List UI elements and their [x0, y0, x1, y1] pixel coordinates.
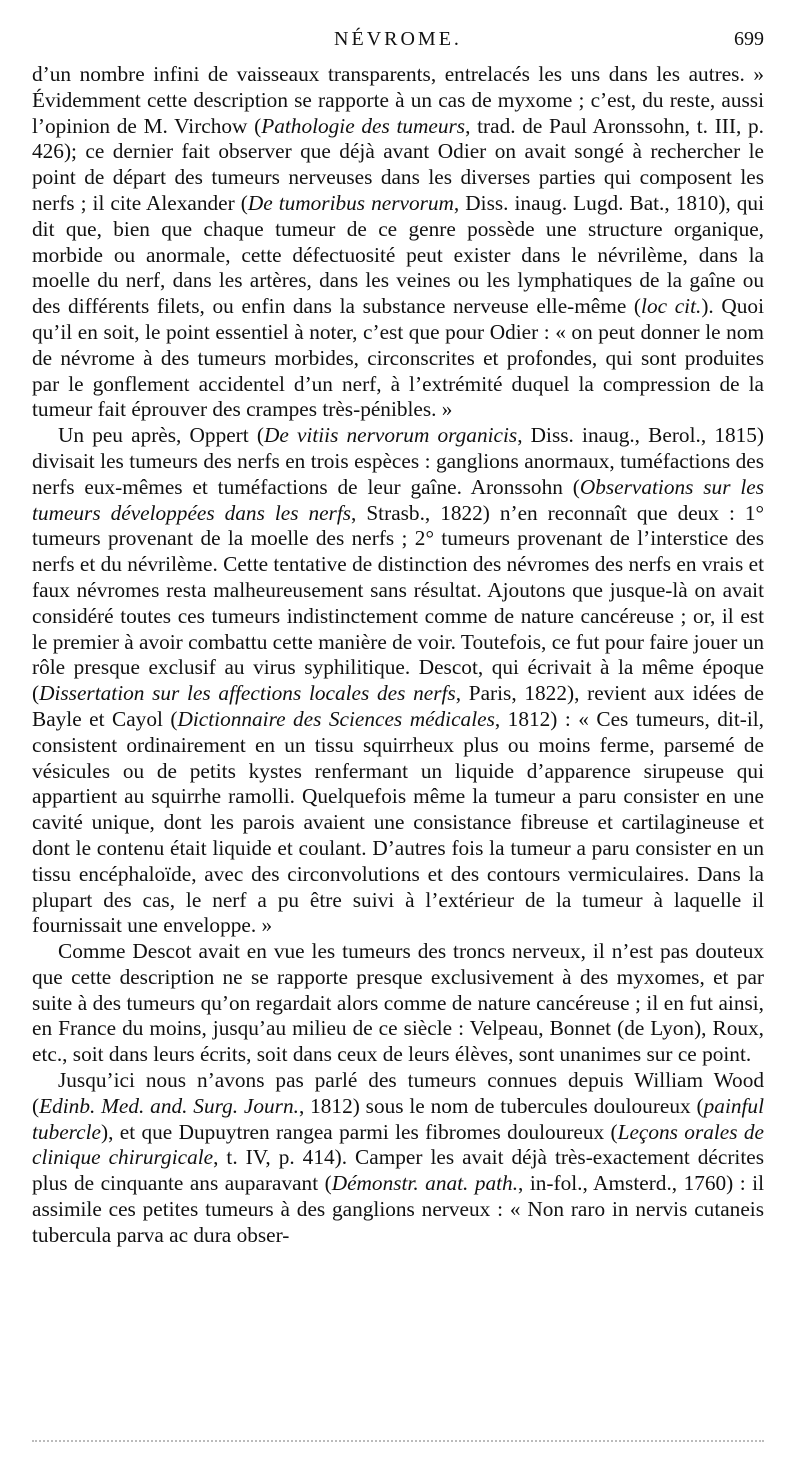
text-run: , 1812) : « Ces tumeurs, dit-il, consistent ordinairement en un tissu squirrheux plus ou moins ferme, parsemé de vésicules ou de petits kystes renfermant un liquide d’apparence sirupeuse qui appartient au squirrhe ramolli. Quelquefois même la tumeur a paru consister en une cavité unique, dont les parois avaient une consistance fibreuse et cartilagineuse et dont le contenu était liquide et coulant. D’autres fois la tumeur a paru consister en un tissu encéphaloïde, avec des circonvolutions et des contours vermiculaires. Dans la plupart des cas, le nerf a pu être suivi à l’extérieur de la tumeur à laquelle il fournissait une enveloppe. » [32, 706, 764, 938]
text-run: Un peu après, Oppert ( [58, 423, 264, 448]
text-run: ). Quoi qu’il en soit, le point essentiel à noter, c’est que pour Odier : « on peut donner le nom de névrome à des tumeurs morbides, circonscrites et profondes, qui sont produites par le gonflement accidentel d’un nerf, à l’extrémité duquel la compression de la tumeur fait éprouver des crampes très-pénibles. » [32, 294, 764, 422]
paragraph [32, 62, 764, 423]
text-run: , Diss. inaug., Berol., 1815) divisait les tumeurs des nerfs en trois espèces : ganglions anormaux, tuméfactions des nerfs eux-mêmes et tuméfactions de leur gaîne. Aronssohn ( [32, 423, 764, 499]
italic-citation: Démonstr. anat. path. [331, 1171, 519, 1196]
italic-citation: loc cit. [641, 294, 702, 319]
italic-citation: Leçons orales de clinique chirurgicale [32, 1119, 764, 1170]
paragraph [32, 1068, 764, 1249]
text-run: , t. IV, p. 414). Camper les avait déjà très-exactement décrites plus de cinquante ans auparavant ( [32, 1145, 764, 1196]
page-header [32, 28, 764, 58]
italic-citation: De vitiis nervorum organicis [263, 423, 518, 448]
text-run: , Diss. inaug. Lugd. Bat., 1810), qui dit que, bien que chaque tumeur de ce genre possède une structure organique, morbide ou anormale, cette défectuosité peut exister dans le névrilème, dans la moelle du nerf, dans les artères, dans les veines ou les lymphatiques de la gaîne ou des différents filets, ou enfin dans la substance nerveuse elle-même ( [32, 190, 764, 319]
body-text [32, 62, 764, 1249]
italic-citation: Pathologie des tumeurs [261, 113, 466, 138]
text-run: , trad. de Paul Aronssohn, t. III, p. 426); ce dernier fait observer que déjà avant Odier on avait songé à rechercher le point de départ des tumeurs nerveuses dans les diverses parties qui composent les nerfs ; il cite Alexander ( [32, 113, 764, 215]
italic-citation: De tumoribus nervorum [247, 190, 454, 215]
text-run: , Strasb., 1822) n’en reconnaît que deux : 1° tumeurs provenant de la moelle des nerfs ; 2° tumeurs provenant de l’interstice des nerfs et du névrilème. Cette tentative de distinction des névromes des nerfs en vrais et faux névromes resta malheureusement sans résultat. Ajoutons que jusque-là on avait considéré toutes ces tumeurs indistinctement comme de nature cancéreuse ; or, il est le premier à avoir combattu cette manière de voir. Toutefois, ce fut pour faire jouer un rôle presque exclusif au virus syphilitique. Descot, qui écrivait à la même époque ( [32, 500, 764, 706]
footer-rule [32, 1440, 764, 1442]
running-title: NÉVROME. [334, 28, 462, 50]
page-number: 699 [734, 28, 764, 50]
text-run: Comme Descot avait en vue les tumeurs des troncs nerveux, il n’est pas douteux que cette description ne se rapporte presque exclusivement à des myxomes, et par suite à des tumeurs qu’on regardait alors comme de nature cancéreuse ; il en fut ainsi, en France du moins, jusqu’au milieu de ce siècle : Velpeau, Bonnet (de Lyon), Roux, etc., soit dans leurs écrits, soit dans ceux de leurs élèves, sont unanimes sur ce point. [32, 939, 764, 1067]
italic-citation: Dictionnaire des Sciences médicales [177, 706, 495, 731]
italic-citation: painful tubercle [32, 1093, 764, 1144]
italic-citation: Observations sur les tumeurs développées dans les nerfs [32, 474, 765, 525]
text-run: d’un nombre infini de vaisseaux transparents, entrelacés les uns dans les autres. » Évidemment cette description se rapporte à un cas de myxome ; c’est, du reste, aussi l’opinion de M. Virchow ( [32, 62, 764, 138]
italic-citation: Edinb. Med. and. Surg. Journ. [39, 1093, 299, 1118]
paragraph [32, 423, 764, 939]
paragraph [32, 939, 764, 1068]
text-run: , Paris, 1822), revient aux idées de Bayle et Cayol ( [32, 681, 764, 731]
text-run: , 1812) sous le nom de tubercules douloureux ( [298, 1093, 704, 1118]
italic-citation: Dissertation sur les affections locales des nerfs [39, 681, 456, 706]
text-run: ), et que Dupuytren rangea parmi les fibromes douloureux ( [101, 1119, 618, 1144]
text-run: Jusqu’ici nous n’avons pas parlé des tumeurs connues depuis William Wood ( [32, 1068, 764, 1118]
text-run: , in-fol., Amsterd., 1760) : il assimile ces petites tumeurs à des ganglions nerveux : « Non raro in nervis cutaneis tubercula parva ac dura obser- [32, 1171, 764, 1247]
